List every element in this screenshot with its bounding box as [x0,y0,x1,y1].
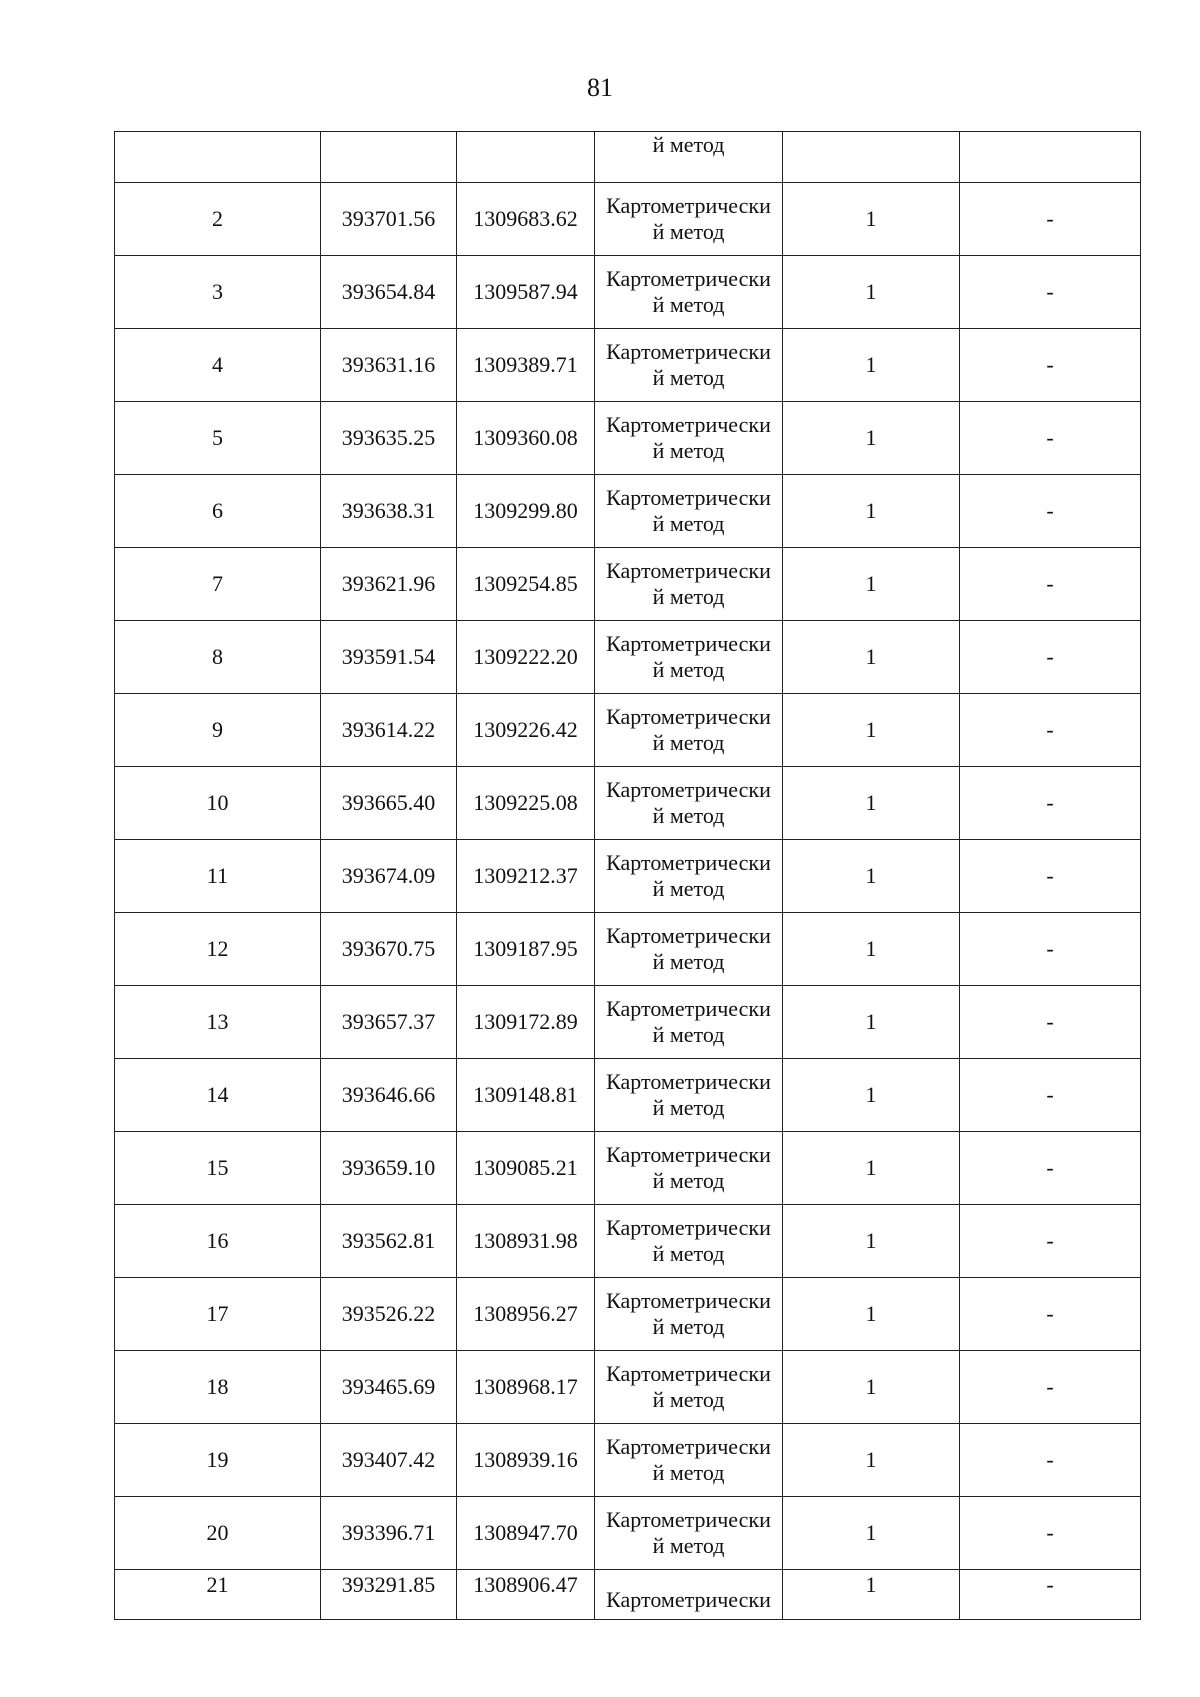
cell-method [595,183,783,256]
cell-x: 393635.25 [321,402,457,475]
cell-method [595,402,783,475]
cell-note: - [960,548,1141,621]
cell-point-number: 9 [115,694,321,767]
method-text-line-1: Картометрически [606,266,771,291]
cell-point-number: 3 [115,256,321,329]
cell-method [595,1570,783,1620]
cell-point-number: 14 [115,1059,321,1132]
cell-y: 1308947.70 [457,1497,595,1570]
method-text-line-2: й метод [652,365,725,390]
cell-accuracy: 1 [783,1424,960,1497]
table-row [115,840,1141,913]
cell-x: 393665.40 [321,767,457,840]
method-text: й метод [652,132,725,157]
table-row [115,1205,1141,1278]
cell-method [595,1205,783,1278]
cell-note: - [960,621,1141,694]
cell-accuracy: 1 [783,1205,960,1278]
method-text-line-1: Картометрически [606,1069,771,1094]
table-row-last [115,1570,1141,1620]
cell-point-number: 15 [115,1132,321,1205]
cell-note: - [960,840,1141,913]
cell-point-number: 18 [115,1351,321,1424]
cell-point-number: 11 [115,840,321,913]
method-text-line-1: Картометрически [606,631,771,656]
cell-note: - [960,1351,1141,1424]
cell-y: 1309299.80 [457,475,595,548]
cell-y: 1309226.42 [457,694,595,767]
table-row-continued [115,132,1141,183]
cell-x: 393646.66 [321,1059,457,1132]
method-text-line-2: й метод [652,730,725,755]
cell-point-number: 8 [115,621,321,694]
method-text-line-1: Картометрически [606,558,771,583]
cell-note: - [960,475,1141,548]
cell-x: 393291.85 [321,1570,457,1620]
cell-method [595,132,783,183]
cell-accuracy: 1 [783,183,960,256]
cell-accuracy: 1 [783,1497,960,1570]
cell-point-number: 21 [115,1570,321,1620]
cell-note: - [960,767,1141,840]
cell-note: - [960,1278,1141,1351]
cell-x: 393674.09 [321,840,457,913]
cell-y: 1309389.71 [457,329,595,402]
table-row [115,475,1141,548]
cell-note: - [960,986,1141,1059]
cell-y: 1309212.37 [457,840,595,913]
method-text-line-1: Картометрически [606,1215,771,1240]
method-text-line-1: Картометрически [606,996,771,1021]
table-row [115,1497,1141,1570]
cell-x: 393614.22 [321,694,457,767]
cell-point-number: 4 [115,329,321,402]
cell-method [595,256,783,329]
cell-x: 393407.42 [321,1424,457,1497]
cell-note: - [960,402,1141,475]
table-row [115,1059,1141,1132]
table-row [115,694,1141,767]
method-text-line-1: Картометрически [606,1507,771,1532]
table-row [115,548,1141,621]
method-text-line-2: й метод [652,438,725,463]
table-row [115,256,1141,329]
cell-note [960,132,1141,183]
method-text-line-2: й метод [652,803,725,828]
cell-accuracy: 1 [783,1132,960,1205]
method-text-line-2: й метод [652,1314,725,1339]
cell-note: - [960,694,1141,767]
table-row [115,329,1141,402]
method-text-line-1: Картометрически [606,1434,771,1459]
method-text-line-1: Картометрически [606,1142,771,1167]
cell-note: - [960,1497,1141,1570]
cell-accuracy: 1 [783,840,960,913]
cell-x: 393701.56 [321,183,457,256]
cell-y: 1308956.27 [457,1278,595,1351]
cell-accuracy [783,132,960,183]
cell-point-number: 5 [115,402,321,475]
method-text-line-1: Картометрически [606,412,771,437]
cell-point-number: 17 [115,1278,321,1351]
cell-accuracy: 1 [783,1278,960,1351]
cell-x: 393670.75 [321,913,457,986]
table-row [115,1132,1141,1205]
table-row [115,1424,1141,1497]
cell-point-number: 12 [115,913,321,986]
cell-y [457,132,595,183]
cell-method [595,1424,783,1497]
cell-note: - [960,183,1141,256]
cell-y: 1309172.89 [457,986,595,1059]
cell-accuracy: 1 [783,548,960,621]
cell-accuracy: 1 [783,1351,960,1424]
table-row [115,1351,1141,1424]
coordinates-table [114,131,1141,1620]
method-text-line-1: Картометрически [606,777,771,802]
cell-y: 1309587.94 [457,256,595,329]
cell-accuracy: 1 [783,402,960,475]
cell-method [595,767,783,840]
method-text-line-2: й метод [652,1241,725,1266]
method-text-line-1: Картометрически [606,339,771,364]
cell-point-number: 20 [115,1497,321,1570]
cell-point-number: 7 [115,548,321,621]
method-text-line-2: й метод [652,1460,725,1485]
cell-y: 1309222.20 [457,621,595,694]
cell-method [595,548,783,621]
cell-x: 393621.96 [321,548,457,621]
method-text-line-2: й метод [652,657,725,682]
cell-x: 393657.37 [321,986,457,1059]
method-text-line-2: й метод [652,219,725,244]
cell-accuracy: 1 [783,694,960,767]
method-text-line-2: й метод [652,511,725,536]
table-row [115,767,1141,840]
cell-accuracy: 1 [783,767,960,840]
cell-y: 1308968.17 [457,1351,595,1424]
cell-method [595,840,783,913]
cell-note: - [960,1205,1141,1278]
method-text-line-1: Картометрически [606,704,771,729]
coordinates-table-body [115,132,1141,1620]
cell-y: 1309187.95 [457,913,595,986]
cell-y: 1308939.16 [457,1424,595,1497]
table-row [115,621,1141,694]
cell-note: - [960,1424,1141,1497]
method-text-line-2: й метод [652,292,725,317]
table-row [115,913,1141,986]
cell-accuracy: 1 [783,329,960,402]
cell-x: 393638.31 [321,475,457,548]
cell-point-number: 6 [115,475,321,548]
cell-method [595,621,783,694]
cell-method [595,986,783,1059]
method-text-line-1: Картометрически [606,923,771,948]
cell-note: - [960,329,1141,402]
cell-method [595,1497,783,1570]
cell-x: 393465.69 [321,1351,457,1424]
cell-method [595,694,783,767]
method-text-line-1: Картометрически [606,850,771,875]
table-row [115,1278,1141,1351]
cell-accuracy: 1 [783,1059,960,1132]
cell-note: - [960,256,1141,329]
method-text-line-2: й метод [652,1387,725,1412]
cell-x: 393631.16 [321,329,457,402]
cell-x: 393654.84 [321,256,457,329]
method-text-line-2: й метод [652,584,725,609]
cell-y: 1309254.85 [457,548,595,621]
cell-y: 1309085.21 [457,1132,595,1205]
page-number: 81 [587,73,613,102]
cell-method [595,1278,783,1351]
table-row [115,986,1141,1059]
cell-y: 1309225.08 [457,767,595,840]
cell-x: 393396.71 [321,1497,457,1570]
method-text-line-2: й метод [652,1533,725,1558]
cell-point-number: 10 [115,767,321,840]
cell-accuracy: 1 [783,913,960,986]
method-text-line-1: Картометрически [606,1361,771,1386]
method-text-line-1: Картометрически [606,485,771,510]
cell-point-number [115,132,321,183]
cell-method [595,475,783,548]
table-row [115,183,1141,256]
cell-method [595,1132,783,1205]
cell-y: 1308906.47 [457,1570,595,1620]
cell-x [321,132,457,183]
cell-accuracy: 1 [783,986,960,1059]
cell-note: - [960,1570,1141,1620]
cell-method [595,1059,783,1132]
cell-y: 1309360.08 [457,402,595,475]
cell-accuracy: 1 [783,256,960,329]
cell-point-number: 19 [115,1424,321,1497]
cell-y: 1308931.98 [457,1205,595,1278]
cell-note: - [960,1059,1141,1132]
cell-y: 1309683.62 [457,183,595,256]
cell-point-number: 2 [115,183,321,256]
method-text-line-2: й метод [652,949,725,974]
cell-note: - [960,913,1141,986]
cell-x: 393562.81 [321,1205,457,1278]
method-text-line-2: й метод [652,1168,725,1193]
method-text-line-1: Картометрически [606,193,771,218]
cell-point-number: 16 [115,1205,321,1278]
cell-x: 393526.22 [321,1278,457,1351]
cell-y: 1309148.81 [457,1059,595,1132]
cell-x: 393659.10 [321,1132,457,1205]
method-text-line-1: Картометрически [606,1288,771,1313]
cell-accuracy: 1 [783,1570,960,1620]
table-row [115,402,1141,475]
method-text-line-2: й метод [652,1095,725,1120]
cell-method [595,913,783,986]
cell-accuracy: 1 [783,621,960,694]
method-text-line-2: й метод [652,876,725,901]
method-text-line-2: й метод [652,1022,725,1047]
cell-method [595,1351,783,1424]
cell-accuracy: 1 [783,475,960,548]
cell-point-number: 13 [115,986,321,1059]
cell-note: - [960,1132,1141,1205]
cell-x: 393591.54 [321,621,457,694]
method-text-line-1: Картометрически [606,1587,771,1612]
cell-method [595,329,783,402]
